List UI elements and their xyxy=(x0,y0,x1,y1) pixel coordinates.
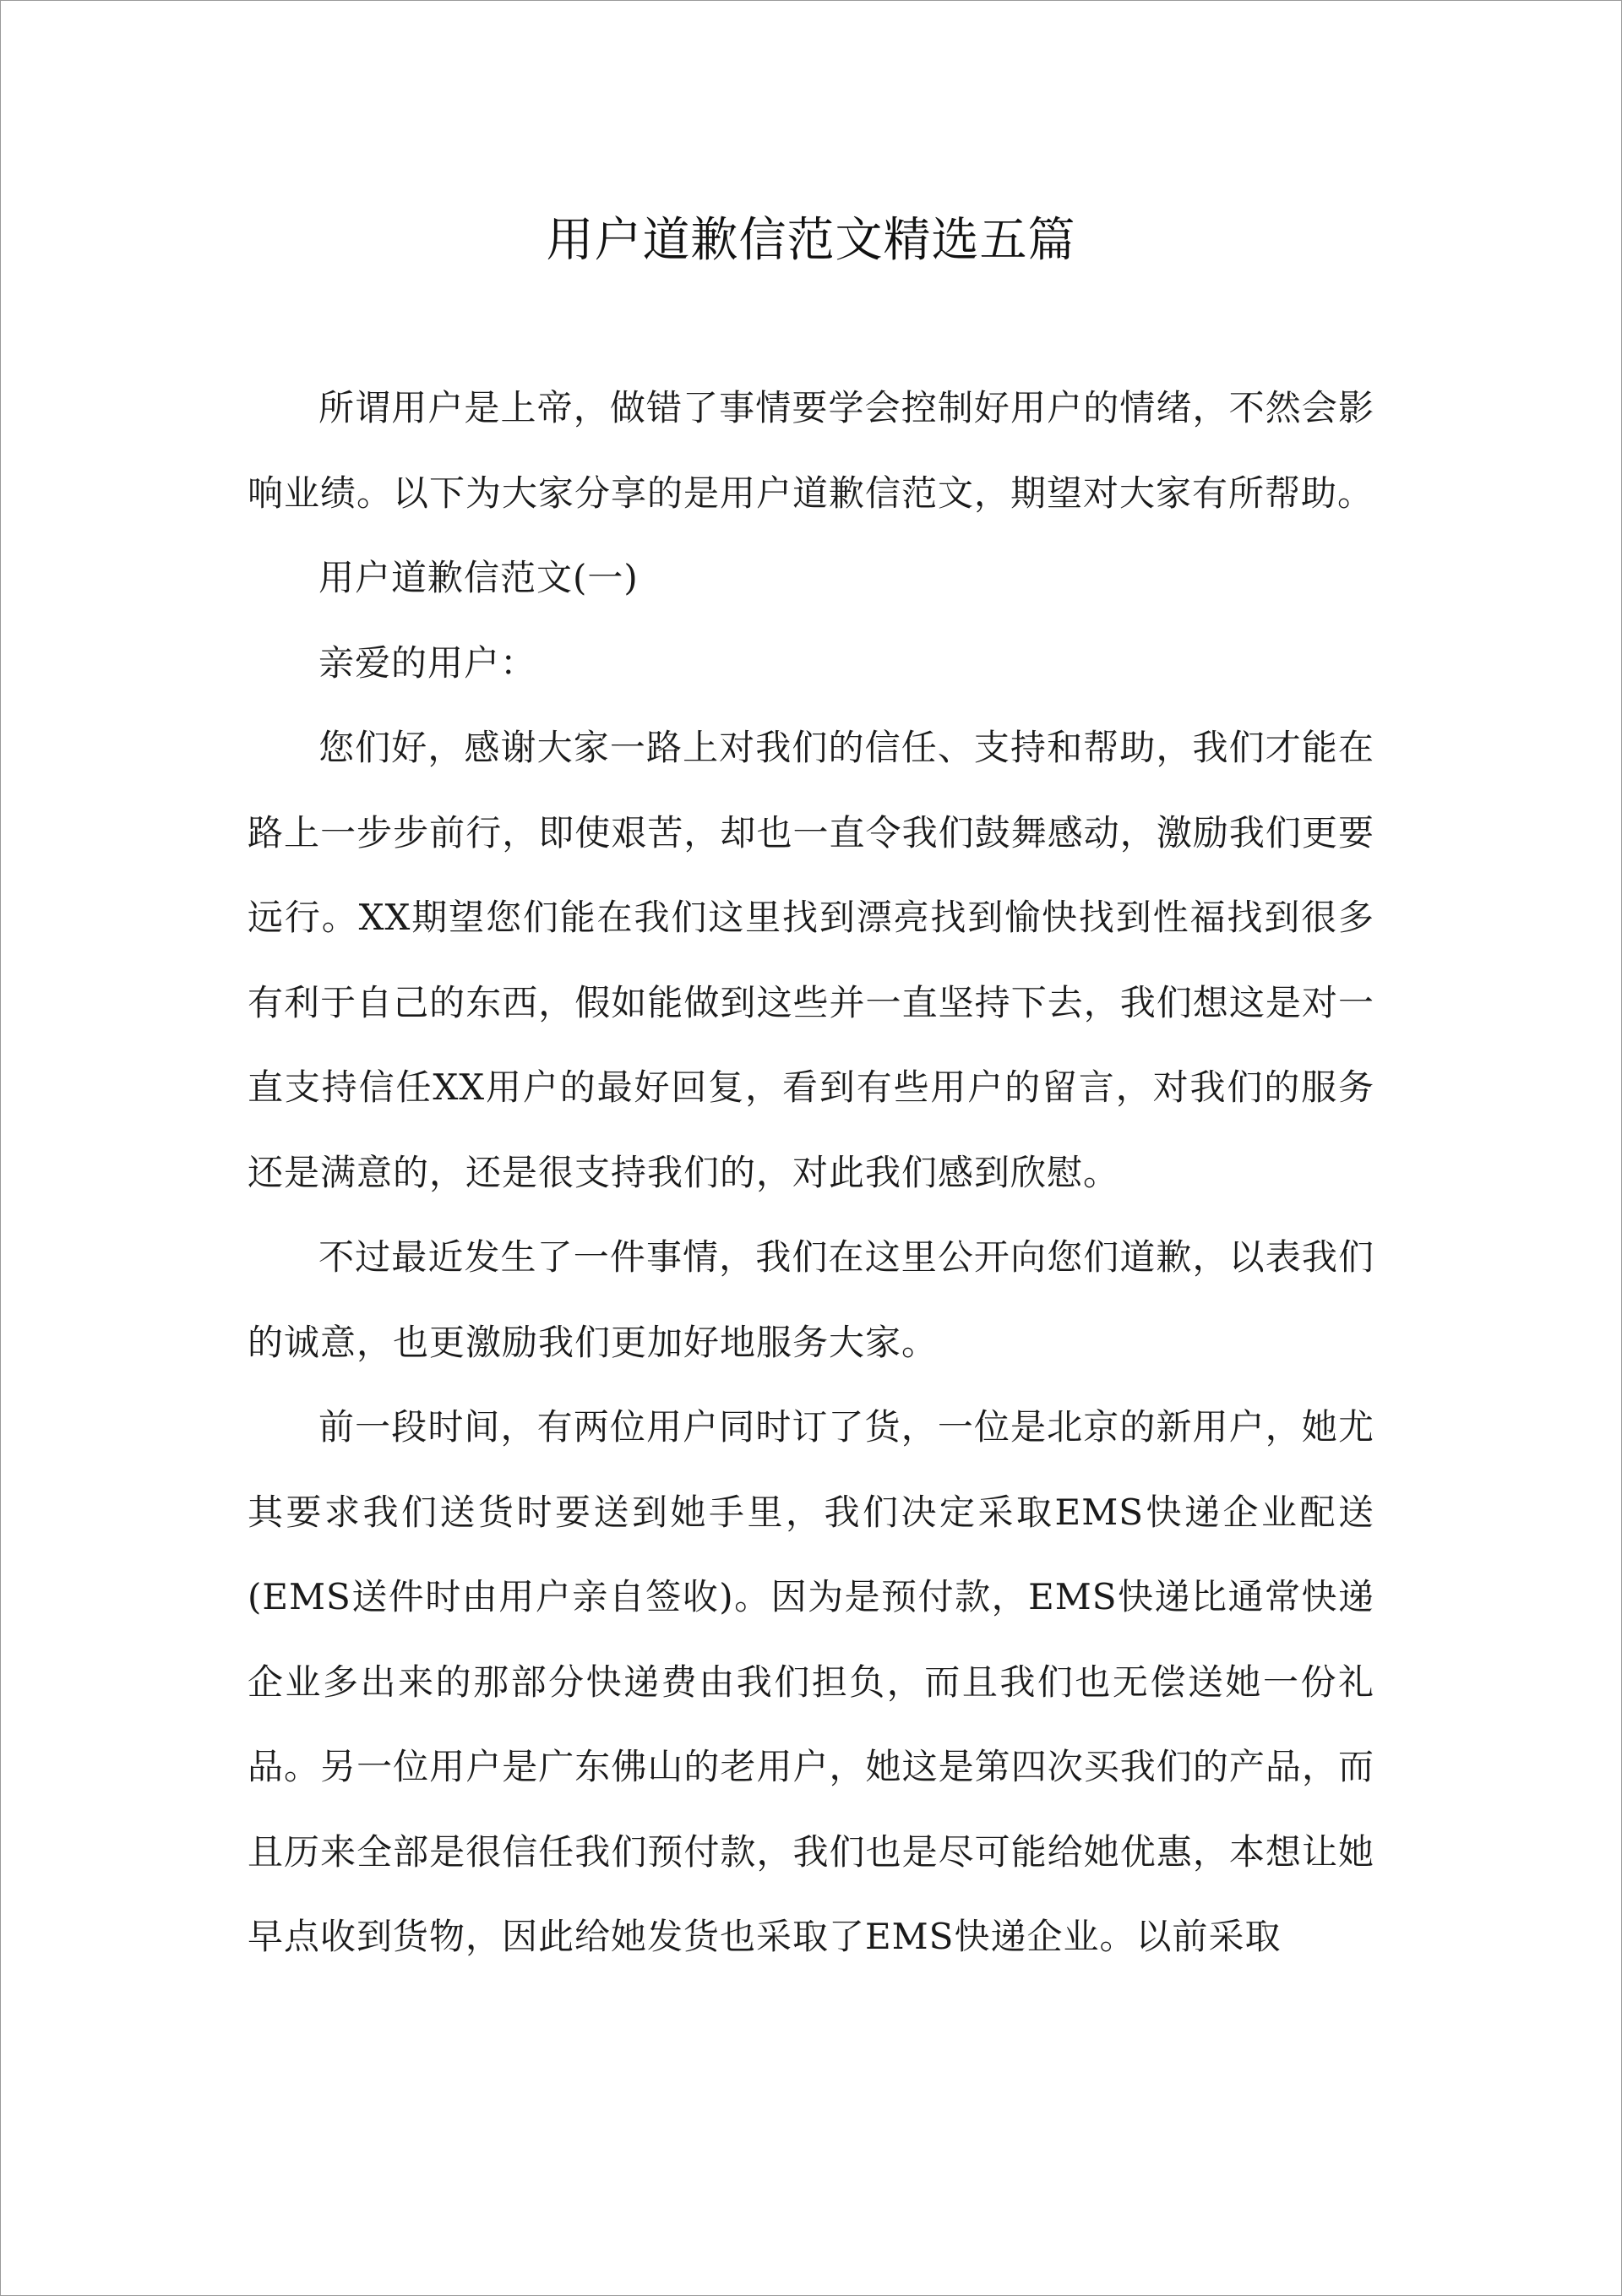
section-heading: 用户道歉信范文(一) xyxy=(318,557,639,598)
salutation: 亲爱的用户： xyxy=(318,641,537,684)
paragraph-apology: 不过最近发生了一件事情，我们在这里公开向您们道歉，以表我们的诚意，也更激励我们更加好地服务大家。 xyxy=(248,1236,1374,1363)
document-title: 用户道歉信范文精选五篇 xyxy=(546,213,1076,268)
paragraph-incident: 前一段时间，有两位用户同时订了货，一位是北京的新用户，她尤其要求我们送货时要送到她手里，我们决定采取EMS快递企业配送(EMS送件时由用户亲自签收)。因为是预付款，EMS快递比通常快递企业多出来的那部分快递费由我们担负，而且我们也无偿送她一份礼品。另一位用户是广东佛山的老用户，她这是第四次买我们的产品，而且历来全部是很信任我们预付款，我们也是尽可能给她优惠，本想让她早点收到货物，因此给她发货也采取了EMS快递企业。以前采取 xyxy=(248,1406,1374,1957)
document-body xyxy=(248,366,1374,1980)
paragraph-intro: 所谓用户是上帝，做错了事情要学会控制好用户的情绪，不然会影响业绩。以下为大家分享的是用户道歉信范文，期望对大家有所帮助。 xyxy=(248,387,1374,514)
paragraph-thanks: 您们好，感谢大家一路上对我们的信任、支持和帮助，我们才能在路上一步步前行，即使艰苦，却也一直令我们鼓舞感动，激励我们更要远行。XX期望您们能在我们这里找到漂亮找到愉快找到性福找到很多有利于自己的东西，假如能做到这些并一直坚持下去，我们想这是对一直支持信任XX用户的最好回复，看到有些用户的留言，对我们的服务还是满意的，还是很支持我们的，对此我们感到欣慰。 xyxy=(248,727,1374,1193)
